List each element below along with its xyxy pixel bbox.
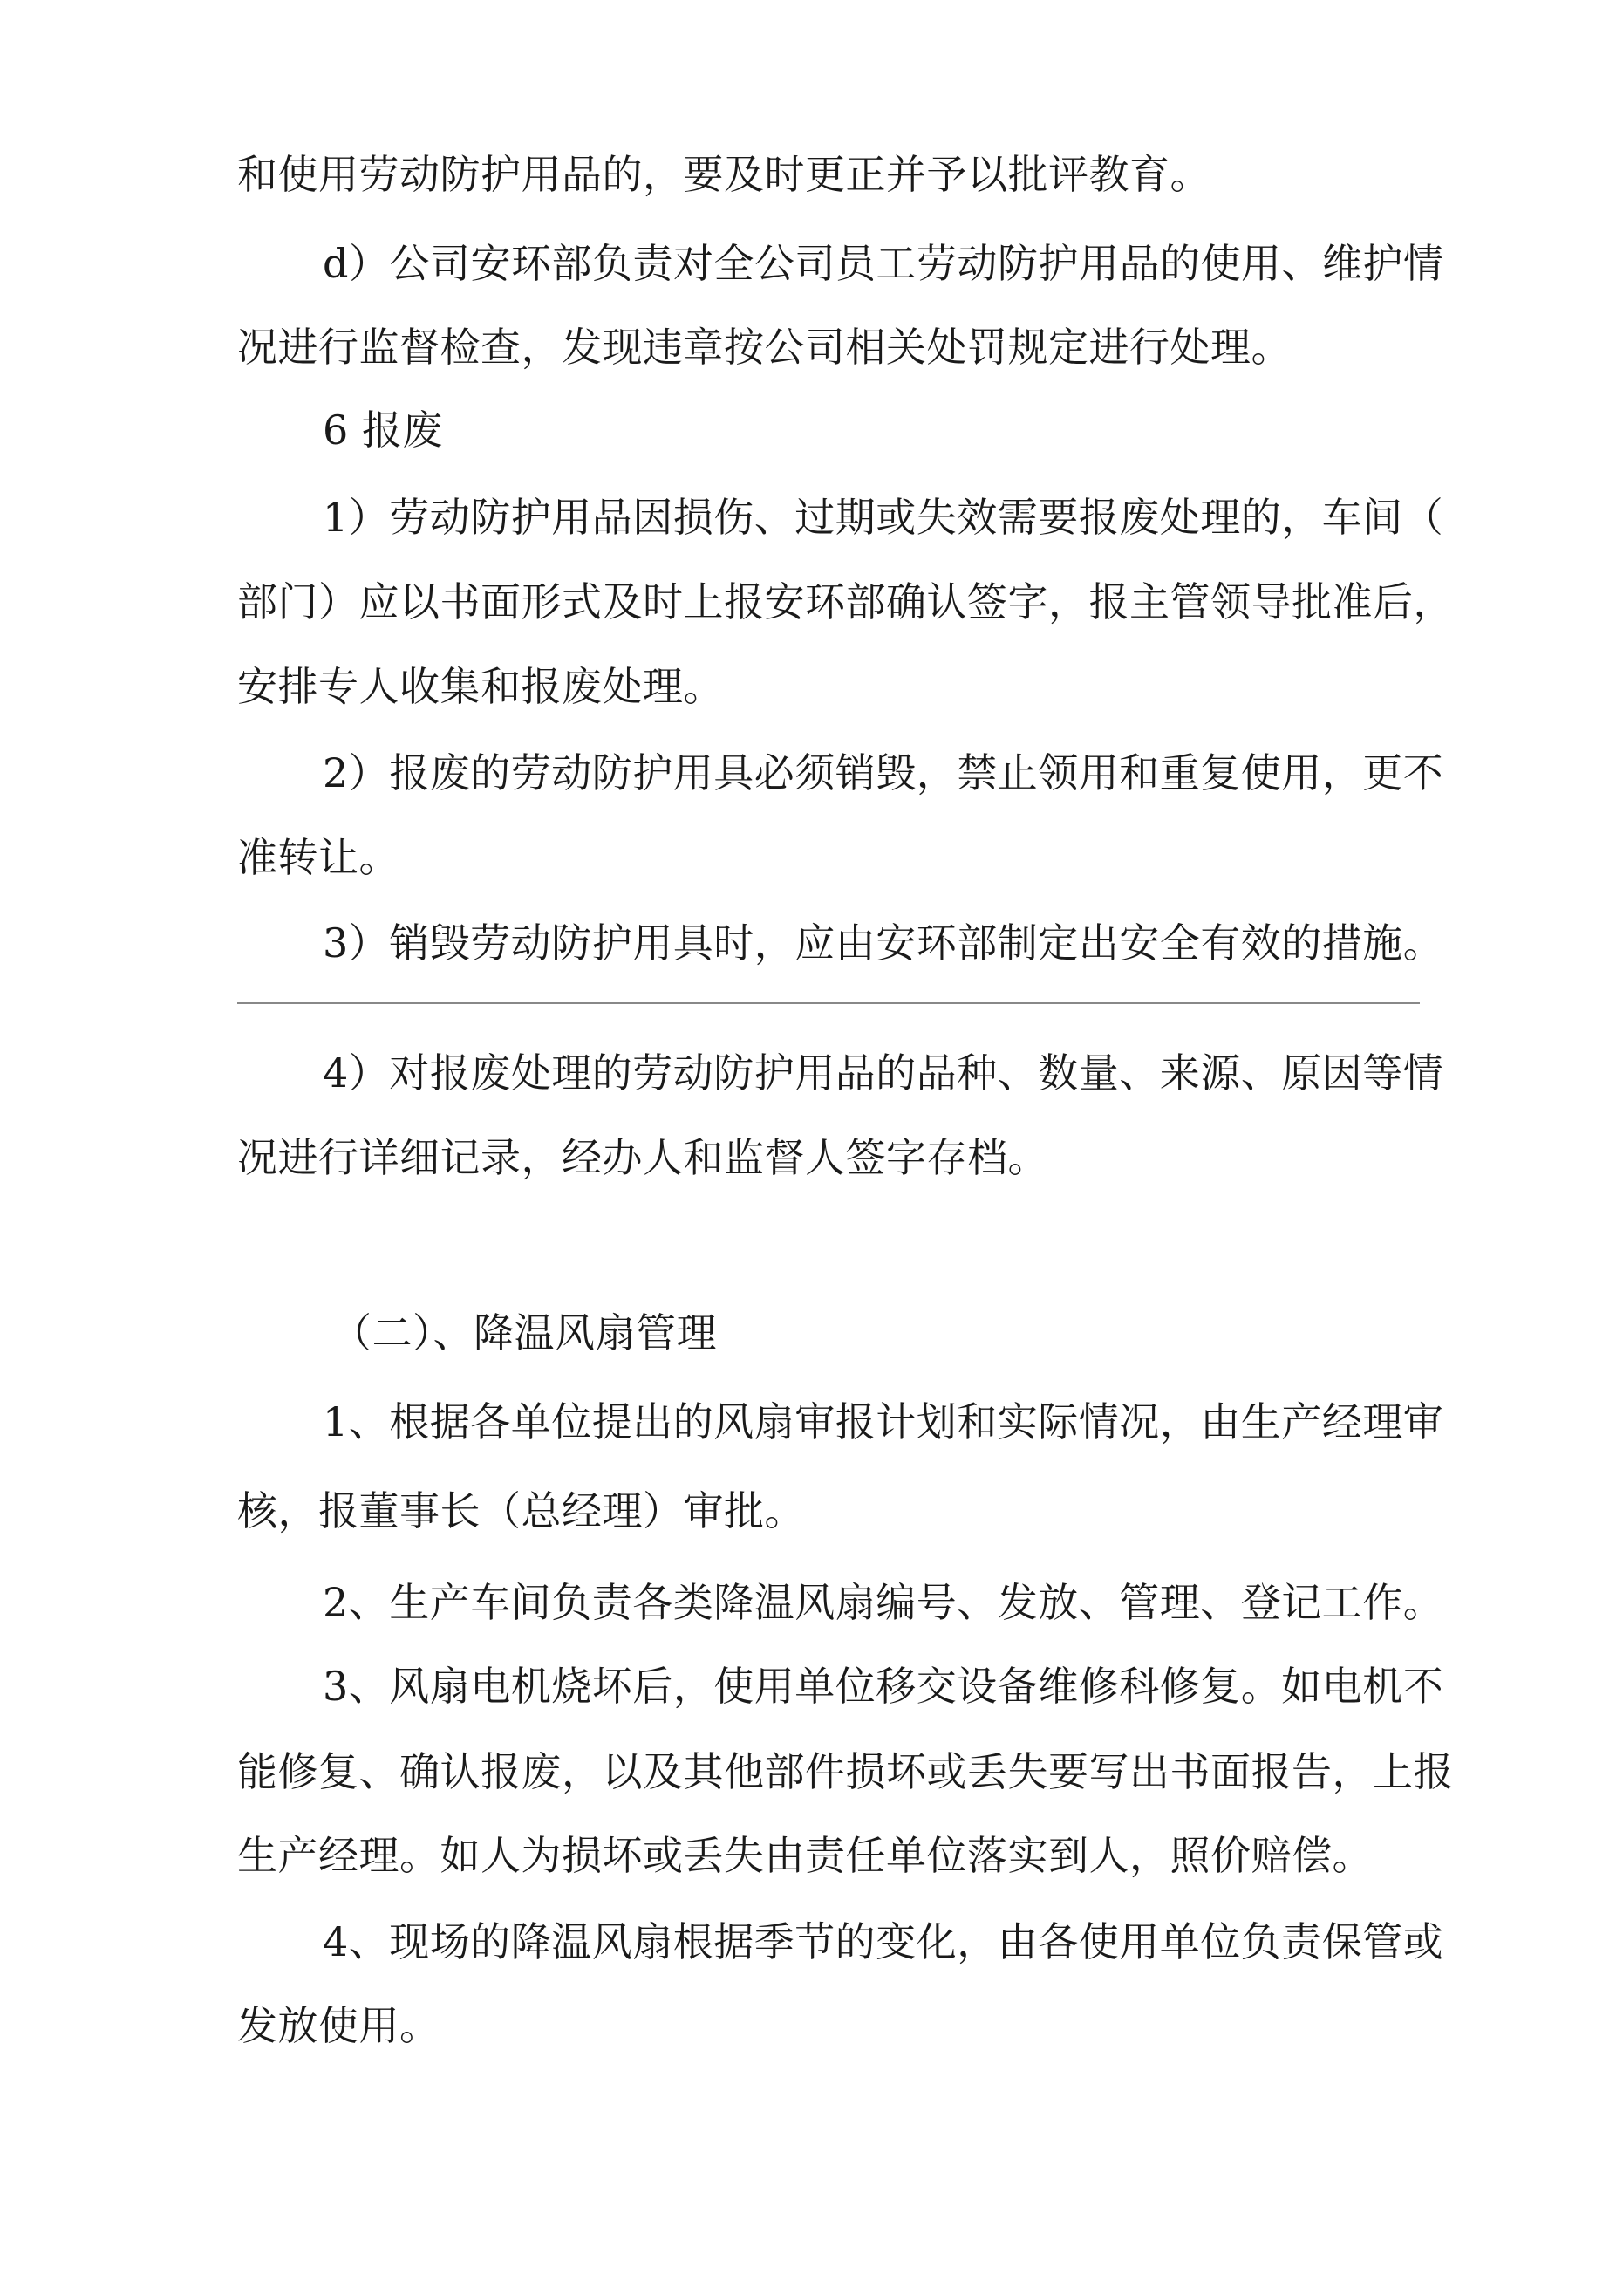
paragraph-line: 2、生产车间负责各类降温风扇编号、发放、管理、登记工作。: [323, 1579, 1444, 1626]
section-heading: 6 报废: [323, 407, 443, 454]
paragraph-line: 况进行详细记录，经办人和监督人签字存档。: [237, 1134, 1048, 1181]
paragraph-line: 1、根据各单位提出的风扇审报计划和实际情况，由生产经理审: [323, 1398, 1444, 1445]
paragraph-line: 准转让。: [237, 834, 399, 881]
paragraph-line: 2）报废的劳动防护用具必须销毁，禁止领用和重复使用，更不: [323, 749, 1444, 796]
paragraph-line: 部门）应以书面形式及时上报安环部确认签字，报主管领导批准后，: [237, 578, 1454, 625]
section-heading: （二）、降温风扇管理: [331, 1309, 717, 1356]
paragraph-line: 1）劳动防护用品因损伤、过期或失效需要报废处理的，车间（: [323, 494, 1444, 541]
page-divider: [237, 1002, 1420, 1004]
paragraph-line: 安排专人收集和报废处理。: [237, 663, 724, 710]
paragraph-line: 3）销毁劳动防护用具时，应由安环部制定出安全有效的措施。: [323, 919, 1444, 967]
paragraph-line: 能修复、确认报废，以及其他部件损坏或丢失要写出书面报告，上报: [237, 1748, 1454, 1795]
paragraph-line: 4、现场的降温风扇根据季节的变化，由各使用单位负责保管或: [323, 1918, 1444, 1965]
paragraph-line: 核，报董事长（总经理）审批。: [237, 1487, 805, 1534]
paragraph-line: d）公司安环部负责对全公司员工劳动防护用品的使用、维护情: [323, 240, 1444, 287]
paragraph-line: 4）对报废处理的劳动防护用品的品种、数量、来源、原因等情: [323, 1049, 1444, 1097]
paragraph-line: 生产经理。如人为损坏或丢失由责任单位落实到人，照价赔偿。: [237, 1832, 1373, 1879]
paragraph-line: 3、风扇电机烧坏后，使用单位移交设备维修科修复。如电机不: [323, 1663, 1444, 1710]
paragraph-line: 发放使用。: [237, 2002, 440, 2049]
paragraph-line: 况进行监督检查，发现违章按公司相关处罚规定进行处理。: [237, 324, 1292, 371]
paragraph-line: 和使用劳动防护用品的，要及时更正并予以批评教育。: [237, 151, 1210, 198]
